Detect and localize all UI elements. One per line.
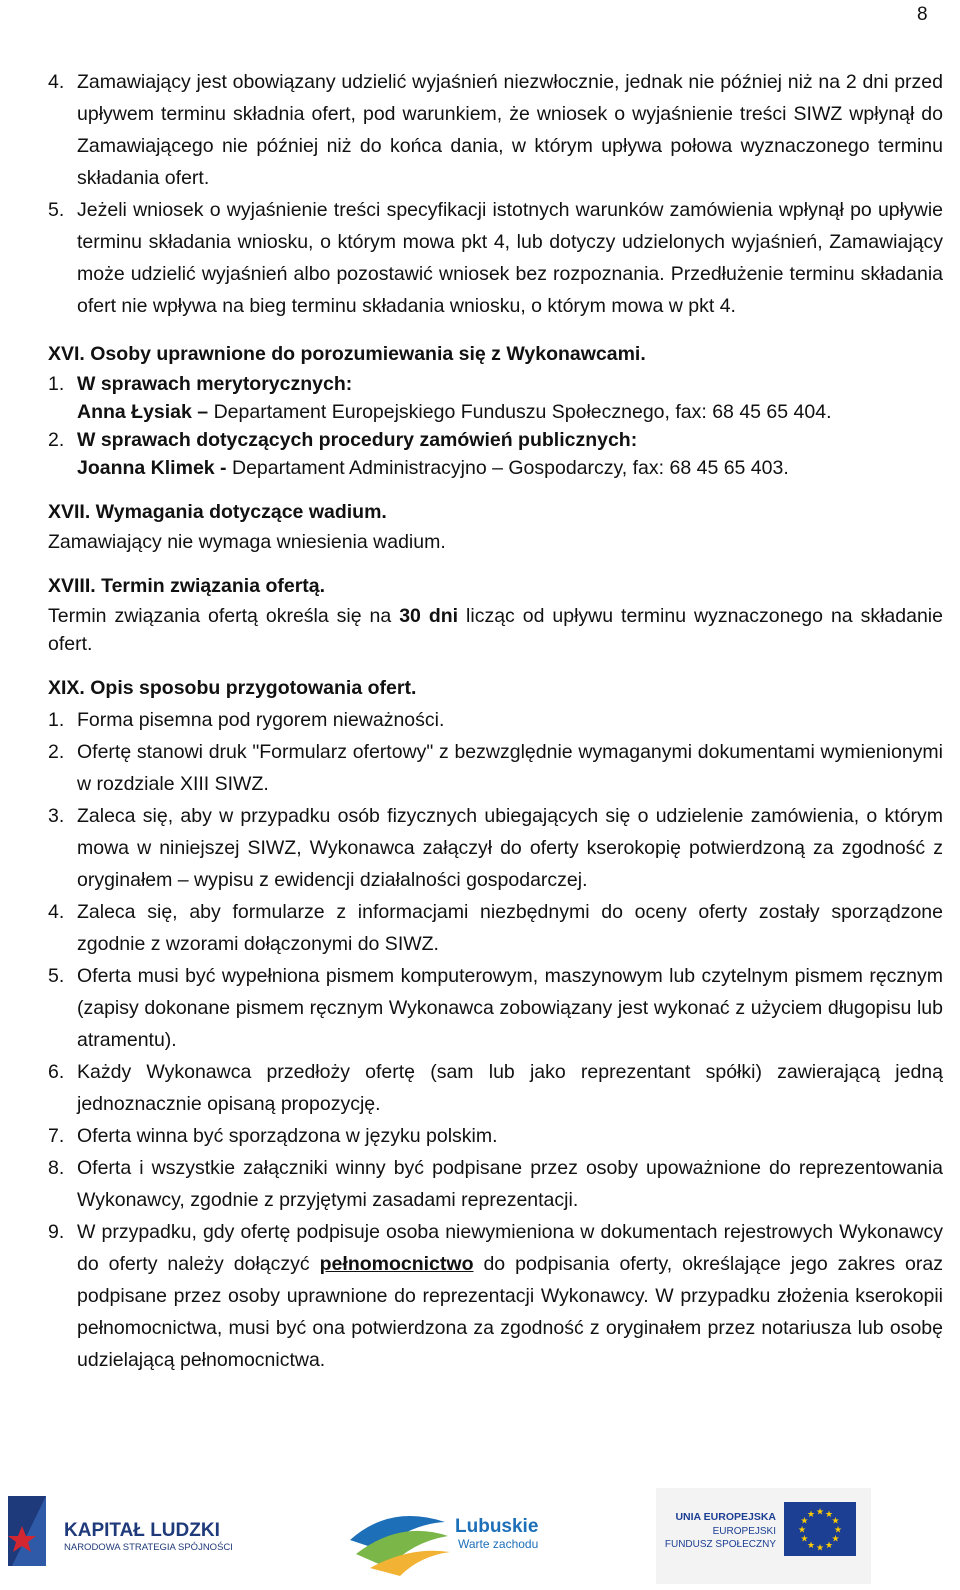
kapital-title: KAPITAŁ LUDZKI — [64, 1520, 220, 1541]
list-item — [48, 1152, 943, 1216]
item-number: 4. — [48, 71, 65, 93]
eu-star-icon: ★ — [806, 1509, 816, 1520]
text-run: licząc od upływu terminu wyznaczonego na składanie ofert. — [48, 605, 943, 655]
document-body — [48, 66, 943, 1376]
item-number: 7. — [48, 1125, 65, 1147]
section-xvi-heading: XVI. Osoby uprawnione do porozumiewania się z Wykonawcami. — [48, 343, 646, 365]
contact-detail: Departament Europejskiego Funduszu Społecznego, fax: 68 45 65 404. — [213, 401, 832, 423]
list-item — [48, 1056, 943, 1120]
list-item — [48, 194, 943, 322]
offer-validity-days: 30 dni — [399, 605, 459, 627]
contact-name: Anna Łysiak — [77, 401, 192, 423]
section-xviii-heading: XVIII. Termin związania ofertą. — [48, 575, 326, 597]
eu-star-icon: ★ — [831, 1516, 840, 1527]
text-run: do podpisania oferty, określające jego zakres oraz podpisane przez osoby uprawnione do reprezentacji Wykonawcy. W przypadku złożenia kserokopii pełnomocnictwa, musi być ona potwierdzona za zgodność z oryginałem przez notariusza lub osobę udzielającą pełnomocnictwa. — [77, 1253, 943, 1371]
list-item — [48, 66, 943, 194]
text-run: Termin związania ofertą określa się na — [48, 605, 400, 627]
item-text: Zaleca się, aby w przypadku osób fizycznych ubiegających się o udzielenie zamówienia, o którym mowa w niniejszej SIWZ, Wykonawca załączył do oferty kserokopię potwierdzoną za zgodność z oryginałem – wypisu z ewidencji działalności gospodarczej. — [77, 805, 943, 891]
section-xix-heading: XIX. Opis sposobu przygotowania ofert. — [48, 677, 417, 699]
eu-star-icon: ★ — [824, 1541, 834, 1552]
kapital-ludzki-logo — [8, 1496, 233, 1566]
lubuskie-subtitle: Warte zachodu — [458, 1537, 539, 1551]
list-item — [48, 1120, 943, 1152]
list-item — [48, 800, 943, 896]
eu-line2: EUROPEJSKI — [712, 1526, 776, 1537]
item-text: Forma pisemna pod rygorem nieważności. — [77, 709, 445, 731]
item-text: Oferta i wszystkie załączniki winny być podpisane przez osoby upoważnione do reprezentowania Wykonawcy, zgodnie z przyjętymi zasadami reprezentacji. — [77, 1157, 943, 1211]
eu-star-icon: ★ — [815, 1507, 825, 1518]
section-xvi-list — [48, 370, 943, 482]
eu-star-icon: ★ — [815, 1543, 825, 1554]
item-number: 9. — [48, 1221, 65, 1243]
item-number: 3. — [48, 805, 65, 827]
text-run: W przypadku, gdy ofertę podpisuje osoba niewymieniona w dokumentach rejestrowych Wykonawcy do oferty należy dołączyć — [77, 1221, 943, 1275]
list-item — [48, 896, 943, 960]
item-text: Jeżeli wniosek o wyjaśnienie treści specyfikacji istotnych warunków zamówienia wpłynął po upływie terminu składania wniosku, o którym mowa pkt 4, lub dotyczy udzielonych wyjaśnień, Zamawiający może udzielić wyjaśnień albo pozostawić wniosek bez rozpoznania. Przedłużenie terminu składania ofert nie wpływa na bieg terminu składania wniosku, o którym mowa w pkt 4. — [77, 199, 943, 317]
list-item — [48, 1216, 943, 1376]
eu-star-icon: ★ — [800, 1516, 809, 1527]
contact-category: W sprawach dotyczących procedury zamówień publicznych: — [77, 429, 638, 451]
section-xvii-text: Zamawiający nie wymaga wniesienia wadium. — [48, 531, 446, 553]
contact-separator: – — [191, 401, 214, 423]
item-text: Ofertę stanowi druk "Formularz ofertowy" z bezwzględnie wymaganymi dokumentami wymienionymi w rozdziale XIII SIWZ. — [77, 741, 943, 795]
section-xv-list — [48, 66, 943, 322]
eu-logo — [656, 1488, 871, 1584]
lubuskie-logo — [350, 1516, 538, 1576]
item-text: Zaleca się, aby formularze z informacjami niezbędnymi do oceny oferty zostały sporządzone zgodnie z wzorami dołączonymi do SIWZ. — [77, 901, 943, 955]
eu-line3: FUNDUSZ SPOŁECZNY — [664, 1539, 776, 1550]
item-text: Oferta musi być wypełniona pismem komputerowym, maszynowym lub czytelnym pismem ręcznym (zapisy dokonane pismem ręcznym Wykonawca zobowiązany jest wykonać z użyciem długopisu lub atramentu). — [77, 965, 943, 1051]
section-xix-list — [48, 704, 943, 1376]
contact-name: Joanna Klimek — [77, 457, 215, 479]
item-number: 5. — [48, 199, 65, 221]
page-number: 8 — [917, 4, 928, 25]
power-of-attorney-term: pełnomocnictwo — [319, 1253, 474, 1275]
kapital-subtitle: NARODOWA STRATEGIA SPÓJNOŚCI — [64, 1542, 233, 1553]
item-number: 5. — [48, 965, 65, 987]
list-item — [48, 960, 943, 1056]
item-number: 2. — [48, 429, 65, 451]
contact-detail: Departament Administracyjno – Gospodarczy, fax: 68 45 65 403. — [231, 457, 789, 479]
eu-star-icon: ★ — [833, 1525, 843, 1536]
contact-category: W sprawach merytorycznych: — [77, 373, 353, 395]
list-item — [48, 736, 943, 800]
item-number: 2. — [48, 741, 65, 763]
section-xviii-text — [48, 602, 943, 658]
eu-line1: UNIA EUROPEJSKA — [675, 1511, 776, 1523]
item-text: Zamawiający jest obowiązany udzielić wyjaśnień niezwłocznie, jednak nie później niż na 2 dni przed upływem terminu składnia ofert, pod warunkiem, że wniosek o wyjaśnienie treści SIWZ wpłynął do Zamawiającego nie później niż do końca dania, w którym upływa połowa wyznaczonego terminu składania ofert. — [77, 71, 943, 189]
lubuskie-title: Lubuskie — [455, 1516, 539, 1537]
item-number: 6. — [48, 1061, 65, 1083]
eu-star-icon: ★ — [800, 1534, 809, 1545]
footer-logos — [0, 1484, 960, 1590]
item-number: 1. — [48, 709, 65, 731]
item-number: 8. — [48, 1157, 65, 1179]
item-text: Oferta winna być sporządzona w języku polskim. — [77, 1125, 498, 1147]
contact-separator: - — [214, 457, 232, 479]
item-number: 4. — [48, 901, 65, 923]
eu-star-icon: ★ — [797, 1525, 807, 1536]
section-xvii-heading: XVII. Wymagania dotyczące wadium. — [48, 501, 387, 523]
list-item — [48, 704, 943, 736]
eu-star-icon: ★ — [831, 1534, 840, 1545]
list-item — [48, 370, 943, 426]
item-text: Każdy Wykonawca przedłoży ofertę (sam lub jako reprezentant spółki) zawierającą jedną jednoznacznie opisaną propozycję. — [77, 1061, 943, 1115]
eu-star-icon: ★ — [824, 1509, 834, 1520]
eu-star-icon: ★ — [806, 1541, 816, 1552]
list-item — [48, 426, 943, 482]
item-number: 1. — [48, 373, 65, 395]
